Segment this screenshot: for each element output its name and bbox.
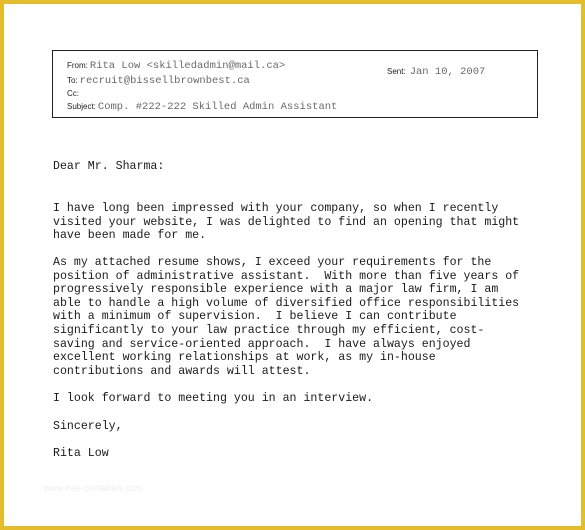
closing: Sincerely, (53, 420, 123, 433)
paragraph-2-line: significantly to your law practice through my efficient, cost- (53, 323, 485, 337)
paragraph-2-line: excellent working relationships at work, as my in-house (53, 351, 436, 365)
paragraph-1-line: I have long been impressed with your company, so when I recently (53, 202, 499, 215)
from-value: Rita Low <skilledadmin@mail.ca> (89, 60, 286, 72)
paragraph-2-line: with a minimum of supervision. I believe I can contribute (53, 310, 457, 324)
paragraph-1-line: have been made for me. (53, 229, 207, 243)
paragraph-2-line: progressively responsible experience with a major law firm, I am (53, 283, 499, 297)
sent-label: Sent: (387, 67, 406, 76)
subject-label: Subject: (67, 102, 96, 111)
paragraph-2-line: saving and service-oriented approach. I have always enjoyed (53, 337, 471, 351)
email-header (52, 50, 538, 118)
from-label: From: (67, 61, 88, 70)
from-row (67, 61, 285, 71)
subject-row (67, 102, 337, 112)
watermark: www.free-printables.com (44, 483, 143, 493)
paragraph-2-line: As my attached resume shows, I exceed your requirements for the (53, 256, 492, 269)
sent-value: Jan 10, 2007 (409, 66, 486, 78)
paragraph-2-line: contributions and awards will attest. (53, 364, 311, 378)
paragraph-1 (53, 202, 519, 243)
to-value: recruit@bissellbrownbest.ca (79, 75, 250, 87)
cc-row (67, 89, 79, 99)
to-row (67, 76, 250, 86)
sent-row (387, 61, 485, 79)
paragraph-3: I look forward to meeting you in an interview. (53, 392, 374, 405)
signature: Rita Low (53, 447, 109, 460)
paragraph-2-line: able to handle a high volume of diversified office responsibilities (53, 296, 520, 310)
paragraph-2 (53, 256, 519, 378)
to-label: To: (67, 76, 78, 85)
paragraph-1-line: visited your website, I was delighted to find an opening that might (53, 215, 520, 229)
salutation: Dear Mr. Sharma: (53, 160, 165, 173)
subject-value: Comp. #222-222 Skilled Admin Assistant (97, 101, 338, 113)
cc-label: Cc: (67, 89, 79, 98)
paragraph-2-line: position of administrative assistant. With more than five years of (53, 269, 520, 283)
